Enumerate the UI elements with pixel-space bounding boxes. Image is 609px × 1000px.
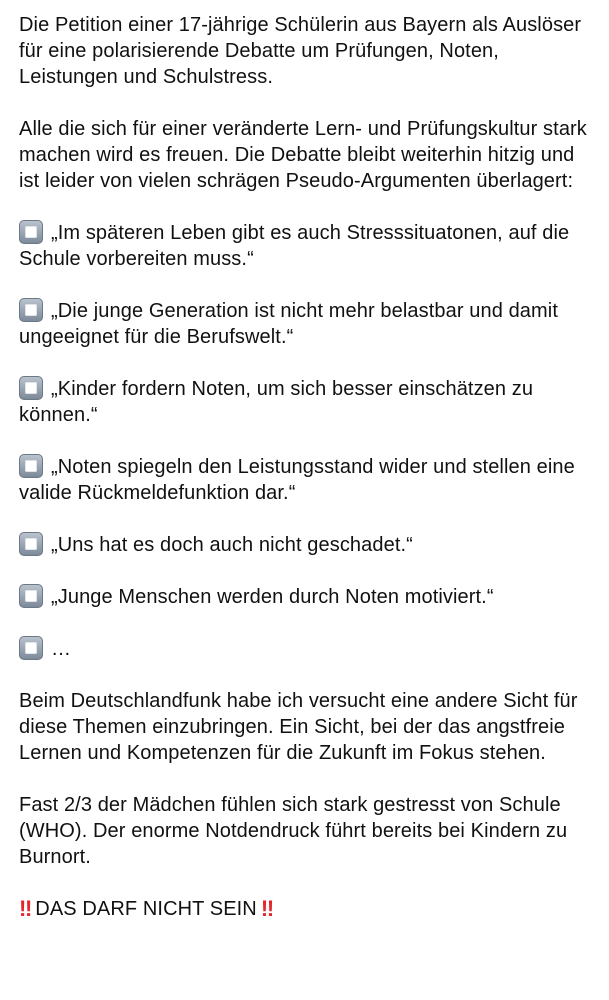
white-square-button-icon <box>19 532 43 556</box>
deutschlandfunk-paragraph: Beim Deutschlandfunk habe ich versucht eine andere Sicht für diese Themen einzubringen. Ein Sicht, bei der das angstfreie Lernen und Kompetenzen für die Zukunft im Fokus stehen. <box>19 690 578 764</box>
context-paragraph: Alle die sich für einer veränderte Lern- und Prüfungskultur stark machen wird es freuen. Die Debatte bleibt weiterhin hitzig und ist leider von vielen schrägen Pseudo-Argumenten überlagert: <box>19 118 587 192</box>
post-body <box>19 12 597 922</box>
argument-text: „Im späteren Leben gibt es auch Stresssituatonen, auf die Schule vorbereiten muss.“ <box>19 222 570 270</box>
intro-paragraph: Die Petition einer 17-jährige Schülerin aus Bayern als Auslöser für eine polarisierende Debatte um Prüfungen, Noten, Leistungen und Schulstress. <box>19 14 582 88</box>
alarm-line <box>19 896 597 922</box>
white-square-button-icon <box>19 636 43 660</box>
white-square-button-icon <box>19 376 43 400</box>
argument-item <box>19 454 597 506</box>
white-square-button-icon <box>19 454 43 478</box>
argument-text: … <box>51 638 72 660</box>
white-square-button-icon <box>19 298 43 322</box>
stats-paragraph: Fast 2/3 der Mädchen fühlen sich stark gestresst von Schule (WHO). Der enorme Notdendruck führt bereits bei Kindern zu Burnort. <box>19 794 568 868</box>
argument-text: „Noten spiegeln den Leistungsstand wider und stellen eine valide Rückmeldefunktion dar.“ <box>19 456 575 504</box>
argument-item <box>19 298 597 350</box>
alarm-text: DAS DARF NICHT SEIN <box>35 898 257 920</box>
double-exclamation-icon: ‼ <box>260 896 272 921</box>
argument-item <box>19 636 597 662</box>
argument-text: „Junge Menschen werden durch Noten motiviert.“ <box>51 586 494 608</box>
argument-item <box>19 376 597 428</box>
white-square-button-icon <box>19 220 43 244</box>
argument-item <box>19 532 597 558</box>
argument-item <box>19 584 597 610</box>
double-exclamation-icon: ‼ <box>19 896 30 921</box>
white-square-button-icon <box>19 584 43 608</box>
argument-item <box>19 220 597 272</box>
argument-text: „Kinder fordern Noten, um sich besser einschätzen zu können.“ <box>19 378 534 426</box>
argument-text: „Die junge Generation ist nicht mehr belastbar und damit ungeeignet für die Berufswelt.“ <box>19 300 558 348</box>
argument-text: „Uns hat es doch auch nicht geschadet.“ <box>51 534 413 556</box>
